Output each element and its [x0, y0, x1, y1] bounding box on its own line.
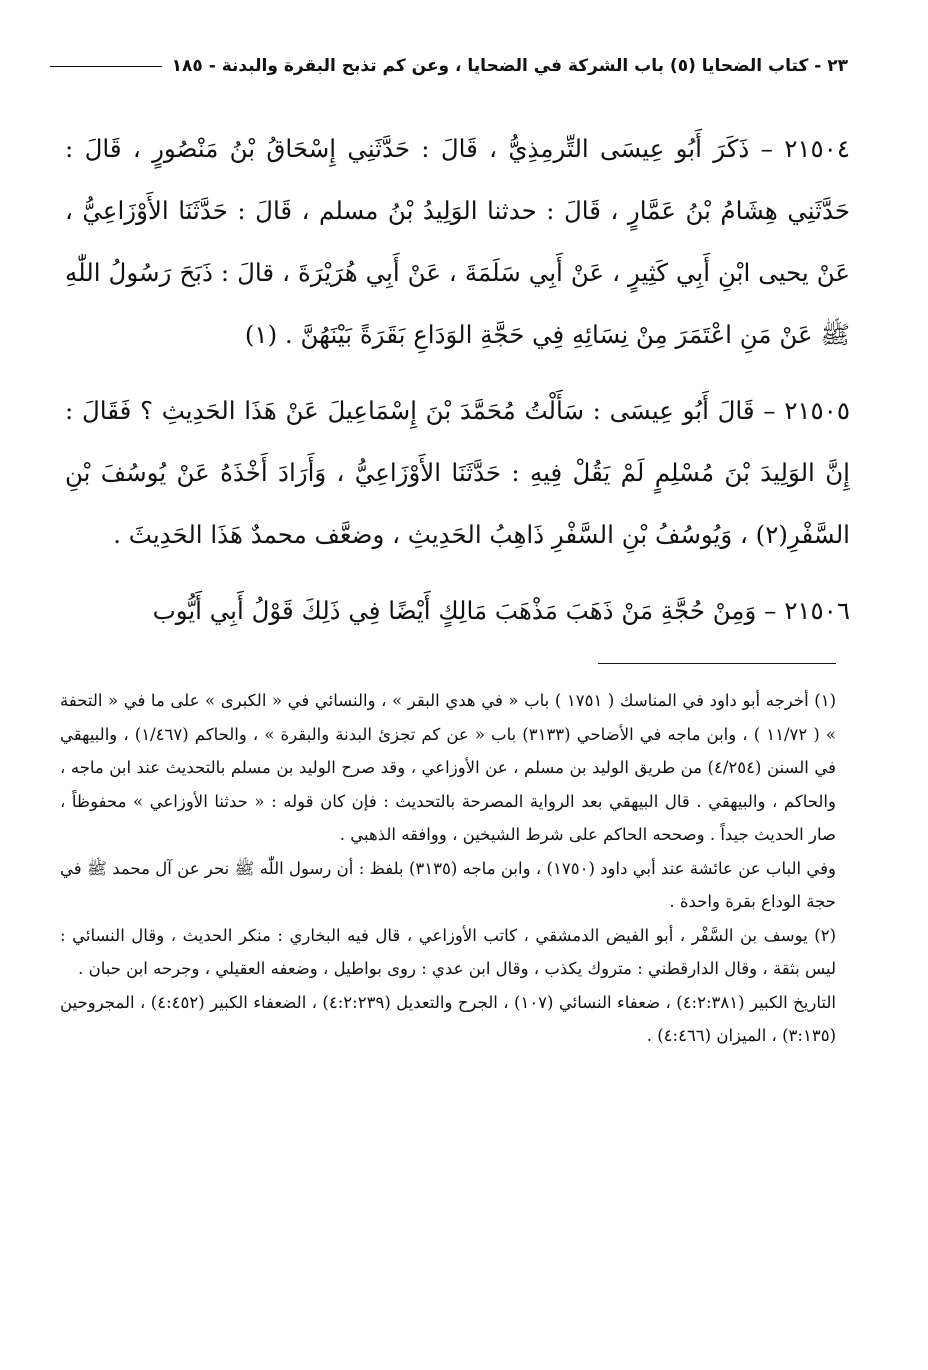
hadith-number: ٢١٥٠٤ — [784, 134, 850, 163]
running-header — [50, 56, 848, 76]
hadith-number: ٢١٥٠٦ — [784, 596, 850, 625]
hadith-paragraph — [65, 118, 850, 366]
footnotes — [60, 684, 836, 1053]
running-title: ٢٣ - كتاب الضحايا (٥) باب الشركة في الضحايا ، وعن كم تذبح البقرة والبدنة - ١٨٥ — [171, 56, 848, 76]
footnote-1-continuation: وفي الباب عن عائشة عند أبي داود (١٧٥٠) ، وابن ماجه (٣١٣٥) بلفظ : أن رسول اللّٰه ﷺ نحر عن آل محمد ﷺ في حجة الوداع بقرة واحدة . — [60, 858, 837, 911]
hadith-paragraph — [65, 380, 850, 566]
hadith-paragraph — [65, 580, 850, 642]
hadith-text: – وَمِنْ حُجَّةِ مَنْ ذَهَبَ مَذْهَبَ مَالِكٍ أَيْضًا فِي ذَلِكَ قَوْلُ أَبِي أَيُّوب — [152, 596, 777, 625]
hadith-text: – قَالَ أَبُو عِيسَى : سَأَلْتُ مُحَمَّدَ بْنَ إِسْمَاعِيلَ عَنْ هَذَا الحَدِيثِ ؟ فَقَالَ : إِنَّ الوَلِيدَ بْنَ مُسْلِمٍ لَمْ يَقُلْ فِيهِ : حَدَّثَنَا الأَوْزَاعِيُّ ، وَأَرَادَ أَخْذَهُ عَنْ يُوسُفَ بْنِ السَّفْرِ(٢) ، وَيُوسُفُ بْنِ السَّفْرِ ذَاهِبُ الحَدِيثِ ، وضعَّف محمدٌ هَذَا الحَدِيثَ . — [65, 396, 850, 549]
main-text — [65, 118, 850, 656]
footnote-2-paragraph: (٢) يوسف بن السَّفْر ، أبو الفيض الدمشقي ، كاتب الأوزاعي ، قال فيه البخاري : منكر الحديث ، وقال النسائي : ليس بثقة ، وقال الدارقطني : متروك يكذب ، وقال ابن عدي : روى بواطيل ، وضعفه العقيلي ، وجرحه ابن حبان . — [60, 925, 836, 978]
footnote-2-sources: التاريخ الكبير (٤:٢:٣٨١) ، ضعفاء النسائي (١٠٧) ، الجرح والتعديل (٤:٢:٢٣٩) ، الضعفاء الكبير (٤:٤٥٢) ، المجروحين (٣:١٣٥) ، الميزان (٤:٤٦٦) . — [60, 992, 837, 1045]
footnote-1-paragraph: (١) أخرجه أبو داود في المناسك ( ١٧٥١ ) باب « في هدي البقر » ، والنسائي في « الكبرى » على ما في « التحفة » ( ١١/٧٢ ) ، وابن ماجه في الأضاحي (٣١٣٣) باب « عن كم تجزئ البدنة والبقرة » ، والحاكم (١/٤٦٧) ، والبيهقي في السنن (٤/٢٥٤) من طريق الوليد بن مسلم ، عن الأوزاعي ، وقد صرح الوليد بن مسلم بالتحديث عند ابن ماجه ، والحاكم ، والبيهقي . قال البيهقي بعد الرواية المصرحة بالتحديث : فإن كان قوله : « حدثنا الأوزاعي » محفوظاً ، صار الحديث جيداً . وصححه الحاكم على شرط الشيخين ، ووافقه الذهبي . — [60, 691, 836, 844]
header-rule — [50, 66, 162, 67]
hadith-number: ٢١٥٠٥ — [784, 396, 850, 425]
footnote-separator — [598, 663, 836, 664]
hadith-text: – ذَكَرَ أَبُو عِيسَى التِّرمِذِيُّ ، قَالَ : حَدَّثَنِي إِسْحَاقُ بْنُ مَنْصُورٍ ، قَالَ : حَدَّثَنِي هِشَامُ بْنُ عَمَّارٍ ، قَالَ : حدثنا الوَلِيدُ بْنُ مسلم ، قَالَ : حَدَّثَنَا الأَوْزَاعِيُّ ، عَنْ يحيى ابْنِ أَبِي كَثِيرٍ ، عَنْ أَبِي سَلَمَةَ ، عَنْ أَبِي هُرَيْرَةَ ، قالَ : ذَبَحَ رَسُولُ اللّٰهِ ﷺ عَنْ مَنِ اعْتَمَرَ مِنْ نِسَائِهِ فِي حَجَّةِ الوَدَاعِ بَقَرَةً بَيْنَهُنَّ . (١) — [65, 134, 850, 349]
